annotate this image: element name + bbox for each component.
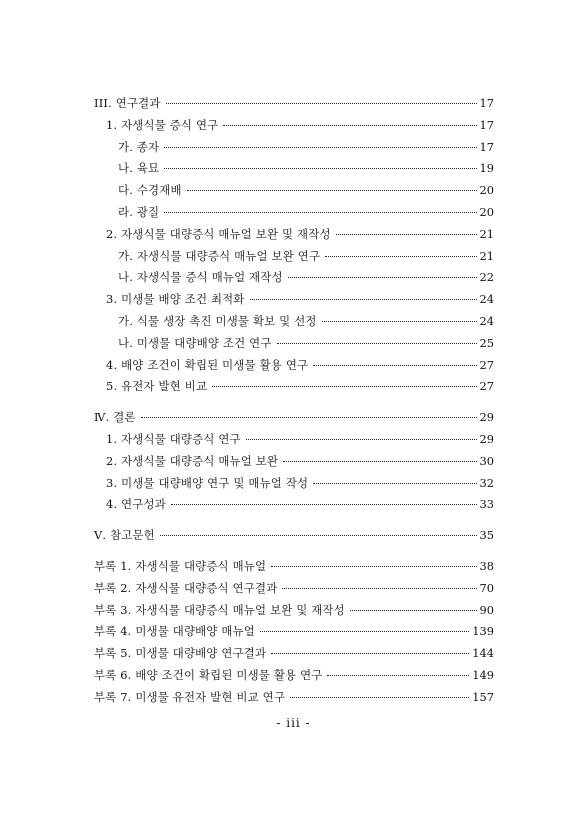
toc-label: 5. 유전자 발현 비교 [106,379,208,394]
toc-label: 나. 자생식물 증식 매뉴얼 재작성 [118,270,283,285]
toc-label: 부록 6. 배양 조건이 확립된 미생물 활용 연구 [94,667,323,682]
toc-entry[interactable] [94,525,494,547]
toc-label: 1. 자생식물 증식 연구 [106,117,219,132]
toc-label: 나. 육묘 [118,161,160,176]
toc-page: 17 [479,117,494,132]
toc-entry[interactable] [94,137,494,159]
toc-label: Ⅴ. 참고문헌 [94,528,155,543]
leader-dots [277,342,477,344]
toc-page: 149 [472,667,494,682]
table-of-contents [94,93,494,709]
toc-label: 1. 자생식물 대량증식 연구 [106,431,241,446]
toc-page: 27 [479,357,494,372]
leader-dots [141,416,477,418]
toc-page: 19 [479,161,494,176]
toc-page: 17 [479,139,494,154]
leader-dots [164,146,476,148]
toc-entry[interactable] [94,355,494,377]
toc-entry[interactable] [94,202,494,224]
toc-page: 29 [479,410,494,425]
leader-dots [350,609,477,611]
toc-entry[interactable] [94,158,494,180]
toc-label: 2. 자생식물 대량증식 매뉴얼 보완 및 재작성 [106,226,331,241]
toc-label: 나. 미생물 대량배양 조건 연구 [118,335,272,350]
leader-dots [336,233,477,235]
toc-label: 가. 식물 생장 촉진 미생물 확보 및 선정 [118,313,317,328]
toc-entry[interactable] [94,180,494,202]
toc-page: 70 [479,580,494,595]
leader-dots [282,587,476,589]
leader-dots [212,385,476,387]
toc-page: 33 [479,497,494,512]
toc-label: 가. 자생식물 대량증식 매뉴얼 보완 연구 [118,248,321,263]
leader-dots [327,674,469,676]
toc-entry[interactable] [94,376,494,398]
toc-entry[interactable] [94,333,494,355]
toc-page: 139 [472,624,494,639]
leader-dots [313,482,476,484]
toc-entry[interactable] [94,473,494,495]
toc-label: 부록 7. 미생물 유전자 발현 비교 연구 [94,689,286,704]
toc-page: 20 [479,183,494,198]
leader-dots [313,364,476,366]
toc-page: 157 [472,689,494,704]
page-number: - iii - [276,716,311,730]
toc-entry[interactable] [94,665,494,687]
toc-page: 27 [479,379,494,394]
leader-dots [271,565,476,567]
leader-dots [187,189,477,191]
leader-dots [166,102,477,104]
toc-page: 90 [479,602,494,617]
toc-label: 4. 배양 조건이 확립된 미생물 활용 연구 [106,357,309,372]
toc-entry[interactable] [94,451,494,473]
toc-label: 다. 수경재배 [118,183,182,198]
toc-label: 부록 1. 자생식물 대량증식 매뉴얼 [94,558,267,573]
toc-entry[interactable] [94,115,494,137]
toc-entry[interactable] [94,643,494,665]
toc-label: 2. 자생식물 대량증식 매뉴얼 보완 [106,453,279,468]
toc-page: 25 [479,335,494,350]
toc-label: 부록 5. 미생물 대량배양 연구결과 [94,646,267,661]
toc-entry[interactable] [94,600,494,622]
leader-dots [171,503,477,505]
toc-entry[interactable] [94,93,494,115]
toc-page: 29 [479,431,494,446]
toc-page: 24 [479,292,494,307]
toc-page: 35 [479,528,494,543]
toc-entry[interactable] [94,224,494,246]
leader-dots [260,630,469,632]
toc-entry[interactable] [94,311,494,333]
leader-dots [288,276,477,278]
toc-entry[interactable] [94,429,494,451]
toc-label: III. 연구결과 [94,96,161,110]
toc-page: 17 [479,96,494,110]
leader-dots [283,460,476,462]
leader-dots [290,696,469,698]
toc-entry[interactable] [94,621,494,643]
leader-dots [164,167,476,169]
toc-page: 144 [472,646,494,661]
toc-entry[interactable] [94,556,494,578]
toc-page: 21 [479,226,494,241]
toc-label: 라. 광질 [118,204,160,219]
toc-entry[interactable] [94,246,494,268]
leader-dots [160,534,477,536]
leader-dots [223,124,476,126]
toc-entry[interactable] [94,494,494,516]
leader-dots [271,652,469,654]
toc-label: Ⅳ. 결론 [94,410,136,425]
toc-label: 3. 미생물 배양 조건 최적화 [106,292,245,307]
toc-label: 4. 연구성과 [106,497,166,512]
toc-label: 부록 2. 자생식물 대량증식 연구결과 [94,580,278,595]
toc-label: 3. 미생물 대량배양 연구 및 매뉴얼 작성 [106,475,309,490]
toc-entry[interactable] [94,578,494,600]
leader-dots [322,320,477,322]
toc-page: 22 [479,270,494,285]
toc-entry[interactable] [94,407,494,429]
toc-entry[interactable] [94,289,494,311]
toc-label: 부록 4. 미생물 대량배양 매뉴얼 [94,624,255,639]
toc-label: 가. 종자 [118,139,160,154]
toc-label: 부록 3. 자생식물 대량증식 매뉴얼 보완 및 재작성 [94,602,345,617]
leader-dots [164,211,476,213]
toc-page: 38 [479,558,494,573]
toc-page: 32 [479,475,494,490]
toc-page: 20 [479,204,494,219]
leader-dots [250,298,477,300]
toc-page: 21 [479,248,494,263]
leader-dots [325,255,476,257]
toc-entry[interactable] [94,267,494,289]
toc-page: 24 [479,313,494,328]
toc-entry[interactable] [94,687,494,709]
leader-dots [246,438,477,440]
toc-page: 30 [479,453,494,468]
